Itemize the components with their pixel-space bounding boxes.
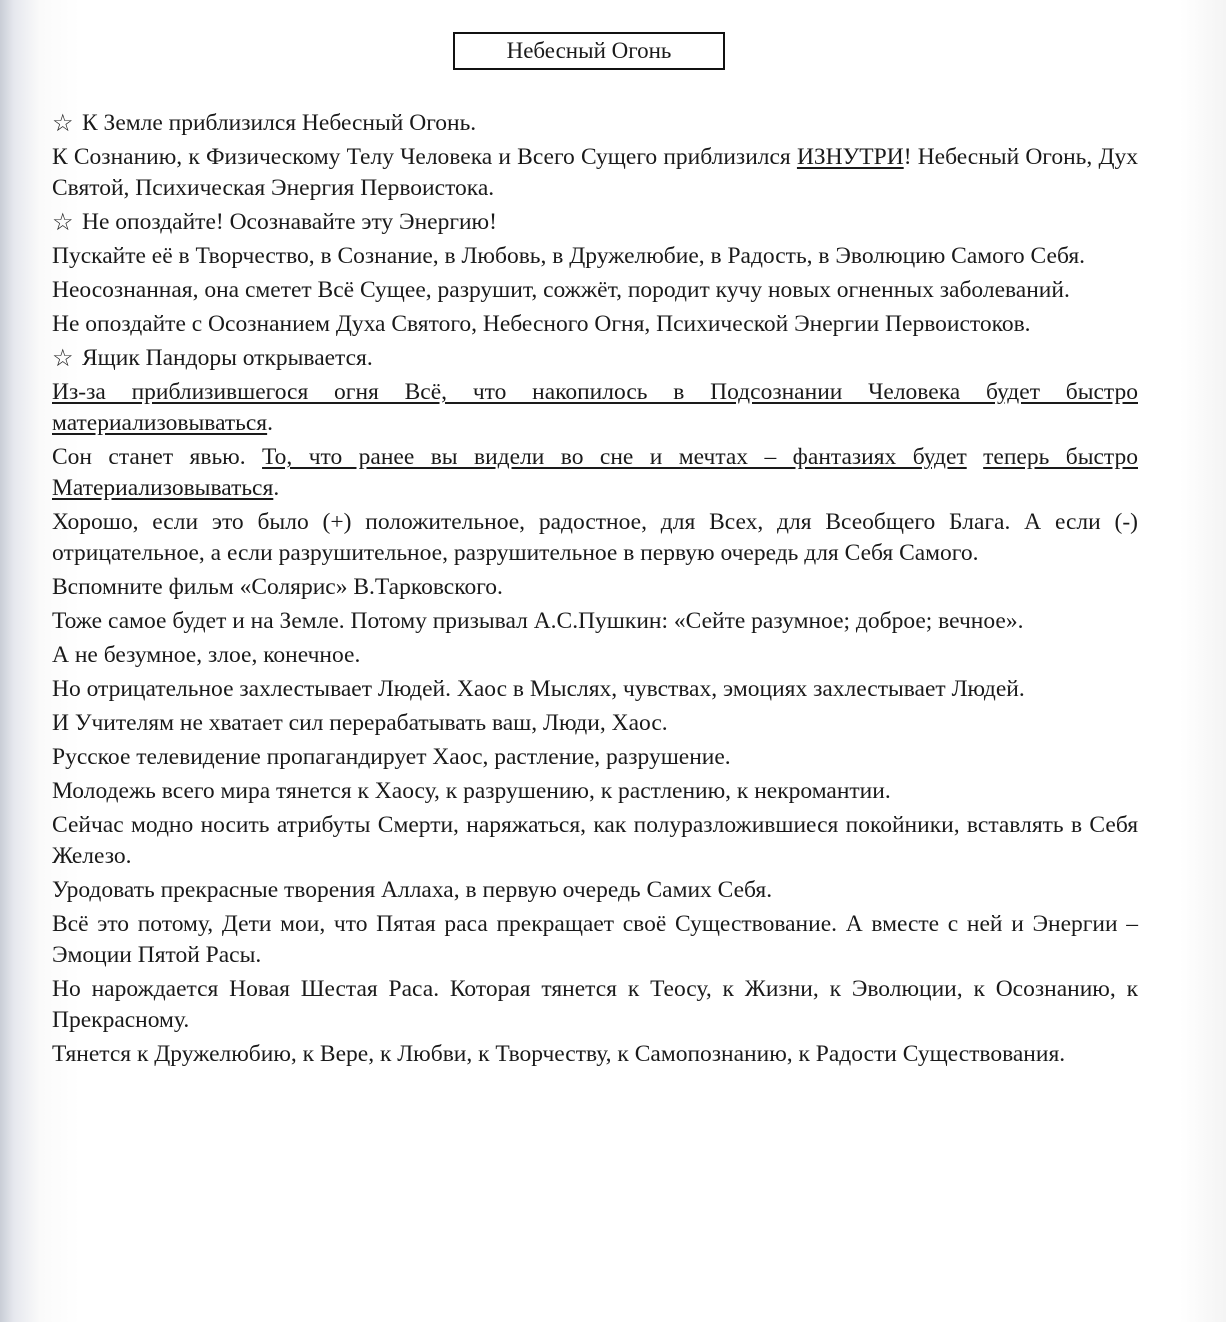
- paragraph-text: Сон станет явью.: [52, 444, 263, 470]
- paragraph-text: Не опоздайте! Осознавайте эту Энергию!: [82, 209, 497, 235]
- paragraph-11: Вспомните фильм «Солярис» В.Тарковского.: [52, 574, 503, 600]
- paragraph-12: Тоже самое будет и на Земле. Потому призывал А.С.Пушкин: «Сейте разумное; доброе; вечное».: [52, 608, 1024, 634]
- paragraph-15: И Учителям не хватает сил перерабатывать ваш, Люди, Хаос.: [52, 710, 668, 736]
- paragraph-text: ! Небесный Огонь, Дух Святой, Психическая Энергия Первоистока.: [52, 144, 1138, 201]
- underlined-text: То, что ранее вы видели во сне и мечтах – фантазиях будет: [262, 444, 967, 470]
- paragraph-2: [52, 142, 1138, 204]
- star-icon: ☆: [52, 111, 74, 137]
- underlined-text: Из-за приблизившегося огня Всё, что накопилось в Подсознании Человека будет быстро материализовываться: [52, 379, 1138, 436]
- paragraph-text: [967, 444, 983, 470]
- paragraph-3: [52, 207, 1138, 238]
- paragraph-text: Ящик Пандоры открывается.: [82, 345, 373, 371]
- paragraph-6: Не опоздайте с Осознанием Духа Святого, Небесного Огня, Психической Энергии Первоистоков.: [52, 311, 1031, 337]
- paragraph-18: Сейчас модно носить атрибуты Смерти, наряжаться, как полуразложившиеся покойники, вставлять в Себя Железо.: [52, 812, 1138, 869]
- paragraph-9: [52, 442, 1138, 504]
- paragraph-text: К Сознанию, к Физическому Телу Человека и Всего Сущего приблизился: [52, 144, 797, 170]
- paragraph-8: [52, 377, 1138, 439]
- paragraph-21: Но нарождается Новая Шестая Раса. Которая тянется к Теосу, к Жизни, к Эволюции, к Осознанию, к Прекрасному.: [52, 976, 1138, 1033]
- document-body: [52, 108, 1138, 1073]
- paragraph-7: [52, 343, 1138, 374]
- underlined-text: ИЗНУТРИ: [796, 144, 904, 170]
- paragraph-19: Уродовать прекрасные творения Аллаха, в первую очередь Самих Себя.: [52, 877, 773, 903]
- paragraph-14: Но отрицательное захлестывает Людей. Хаос в Мыслях, чувствах, эмоциях захлестывает Людей.: [52, 676, 1025, 702]
- paragraph-16: Русское телевидение пропагандирует Хаос, растление, разрушение.: [52, 744, 731, 770]
- paragraph-10: Хорошо, если это было (+) положительное, радостное, для Всех, для Всеобщего Блага. А если (-) отрицательное, а если разрушительное, разрушительное в первую очередь для Себя Самого.: [52, 509, 1138, 566]
- paragraph-5: Неосознанная, она сметет Всё Сущее, разрушит, сожжёт, породит кучу новых огненных заболеваний.: [52, 277, 1070, 303]
- paragraph-1: [52, 108, 1138, 139]
- star-icon: ☆: [52, 210, 74, 236]
- paragraph-text: К Земле приблизился Небесный Огонь.: [82, 110, 477, 136]
- paragraph-text: .: [267, 410, 273, 436]
- page-title: Небесный Огонь: [453, 32, 725, 70]
- underlined-text: теперь быстро Материализовываться: [52, 444, 1138, 501]
- paragraph-20: Всё это потому, Дети мои, что Пятая раса прекращает своё Существование. А вместе с ней и Энергии – Эмоции Пятой Расы.: [52, 911, 1138, 968]
- paragraph-17: Молодежь всего мира тянется к Хаосу, к разрушению, к растлению, к некромантии.: [52, 778, 891, 804]
- paragraph-22: Тянется к Дружелюбию, к Вере, к Любви, к Творчеству, к Самопознанию, к Радости Существования.: [52, 1041, 1066, 1067]
- paragraph-13: А не безумное, злое, конечное.: [52, 642, 361, 668]
- star-icon: ☆: [52, 346, 74, 372]
- paragraph-4: Пускайте её в Творчество, в Сознание, в Любовь, в Дружелюбие, в Радость, в Эволюцию Самого Себя.: [52, 243, 1086, 269]
- paragraph-text: .: [273, 475, 280, 501]
